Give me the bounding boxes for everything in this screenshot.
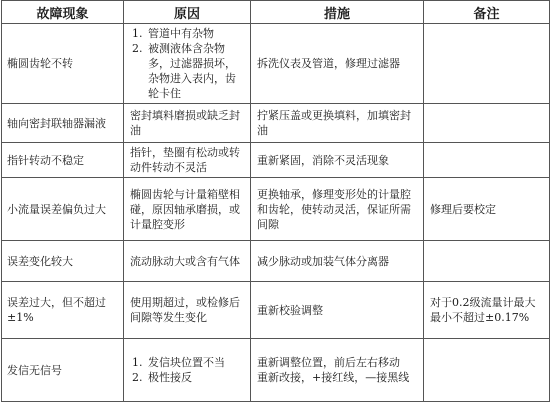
table-row (2, 143, 550, 178)
phenomenon-cell: 误差过大，但不超过±1% (2, 282, 124, 339)
measure-cell (251, 339, 424, 402)
measure-cell: 重新紧固，消除不灵活现象 (251, 143, 424, 178)
phenomenon-cell: 椭圆齿轮不转 (2, 24, 124, 104)
phenomenon-cell: 发信无信号 (2, 339, 124, 402)
remark-cell (424, 241, 550, 282)
table-row (2, 241, 550, 282)
remark-cell (424, 339, 550, 402)
remark-cell (424, 104, 550, 143)
table-row (2, 104, 550, 143)
cause-cell: 指针，垫圈有松动或转动件转动不灵活 (124, 143, 251, 178)
table-row (2, 24, 550, 104)
cause-cell (124, 24, 251, 104)
cause-item: 2. 被测液体含杂物多，过滤器损坏，杂物进入表内，齿轮卡住 (146, 41, 244, 101)
measure-line: 重新改接，+接红线，—接黑线 (257, 371, 410, 384)
cause-cell: 椭圆齿轮与计量箱壁相碰，原因轴承磨损，或计量腔变形 (124, 178, 251, 241)
cause-item: 2. 极性接反 (146, 370, 244, 385)
cause-list (130, 26, 244, 101)
measure-line: 重新调整位置，前后左右移动 (257, 356, 400, 369)
header-phenomenon: 故障现象 (2, 1, 124, 24)
header-measure: 措施 (251, 1, 424, 24)
header-cause: 原因 (124, 1, 251, 24)
remark-cell (424, 24, 550, 104)
remark-cell: 修理后要校定 (424, 178, 550, 241)
phenomenon-cell: 指针转动不稳定 (2, 143, 124, 178)
fault-table (1, 0, 550, 402)
table-row (2, 282, 550, 339)
cause-list (130, 355, 244, 385)
measure-cell: 更换轴承，修理变形处的计量腔和齿轮，使转动灵活，保证所需间隙 (251, 178, 424, 241)
table-row (2, 339, 550, 402)
measure-cell: 减少脉动或加装气体分离器 (251, 241, 424, 282)
remark-cell: 对于0.2级流量计最大最小不超过±0.17% (424, 282, 550, 339)
phenomenon-cell: 轴向密封联轴器漏液 (2, 104, 124, 143)
header-row (2, 1, 550, 24)
cause-cell: 流动脉动大或含有气体 (124, 241, 251, 282)
cause-cell: 使用期超过，或检修后间隙等发生变化 (124, 282, 251, 339)
measure-cell: 重新校验调整 (251, 282, 424, 339)
measure-cell: 拆洗仪表及管道，修理过滤器 (251, 24, 424, 104)
cause-item: 1. 发信块位置不当 (146, 355, 244, 370)
remark-cell (424, 143, 550, 178)
measure-cell: 拧紧压盖或更换填料，加填密封油 (251, 104, 424, 143)
table-row (2, 178, 550, 241)
header-remark: 备注 (424, 1, 550, 24)
phenomenon-cell: 小流量误差偏负过大 (2, 178, 124, 241)
cause-cell: 密封填料磨损或缺乏封油 (124, 104, 251, 143)
phenomenon-cell: 误差变化较大 (2, 241, 124, 282)
cause-item: 1. 管道中有杂物 (146, 26, 244, 41)
cause-cell (124, 339, 251, 402)
